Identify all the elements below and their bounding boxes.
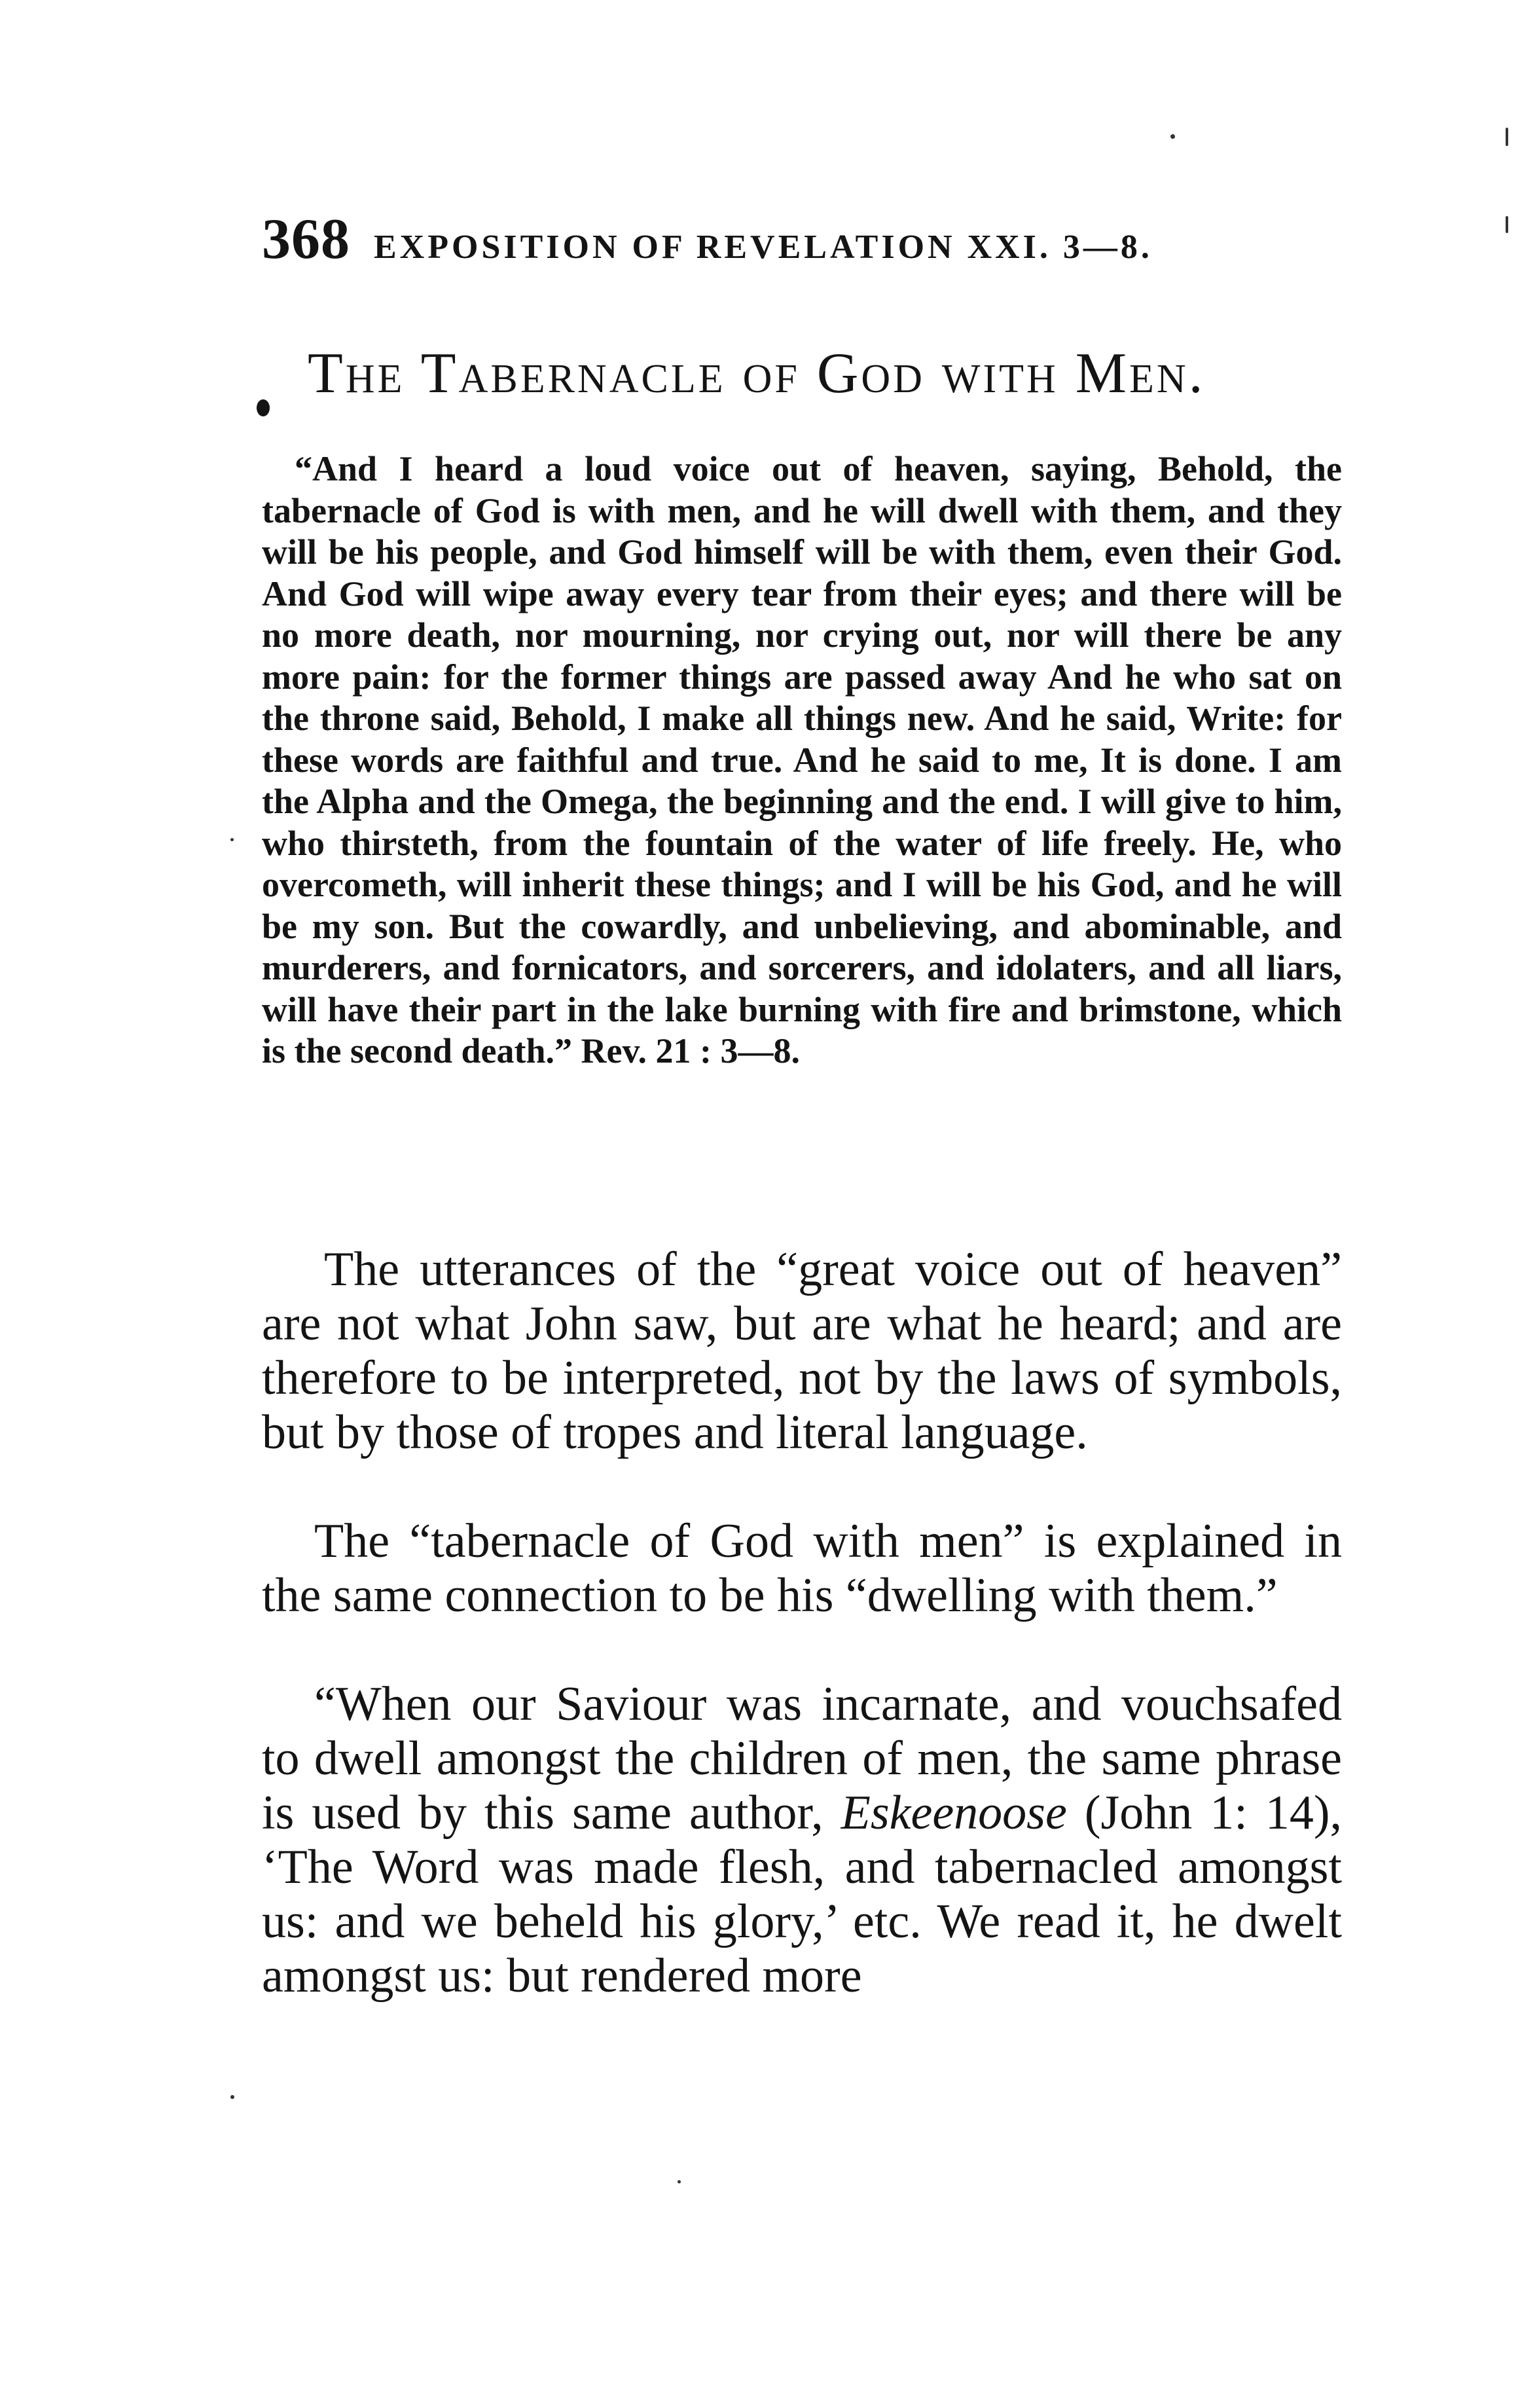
ink-bullet-mark [257,399,270,416]
scan-speck [1506,128,1508,146]
page-header [262,206,1342,278]
scan-speck [1506,216,1508,233]
section-title: The Tabernacle of God with Men. [308,342,1206,405]
scan-speck [678,2180,681,2183]
scan-speck [230,2095,234,2099]
italic-term: Eskeenoose [841,1786,1067,1840]
body-paragraph-1: The utterances of the “great voice out of heaven” are not what John saw, but are what he heard; and are therefore to be interpreted, not by the laws of symbols, but by those of tropes and literal language. [262,1243,1342,1459]
scan-speck [230,838,234,841]
body-paragraph-3: “When our Saviour was incarnate, and vouchsafed to dwell amongst the children of men, the same phrase is used by this same author, Eskeenoose (John 1: 14), ‘The Word was made flesh, and tabernacled amongst us: and we beheld his glory,’ etc. We read it, he dwelt amongst us: but rendered more [262,1677,1342,2003]
page-number: 368 [262,208,350,271]
scripture-quote: “And I heard a loud voice out of heaven, saying, Behold, the tabernacle of God is with men, and he will dwell with them, and they will be his people, and God himself will be with them, even their God. And God will wipe away every tear from their eyes; and there will be no more death, nor mourning, nor crying out, nor will there be any more pain: for the former things are passed away And he who sat on the throne said, Behold, I make all things new. And he said, Write: for these words are faithful and true. And he said to me, It is done. I am the Alpha and the Omega, the beginning and the end. I will give to him, who thirsteth, from the fountain of the water of life freely. He, who overcometh, will inherit these things; and I will be his God, and he will be my son. But the cowardly, and unbelieving, and abominable, and murderers, and fornicators, and sorcerers, and idolaters, and all liars, will have their part in the lake burning with fire and brimstone, which is the second death.” Rev. 21 : 3—8. [262,449,1342,1070]
scan-speck [1170,134,1175,139]
body-paragraph-2: The “tabernacle of God with men” is explained in the same connection to be his “dwelling with them.” [262,1514,1342,1622]
running-head: EXPOSITION OF REVELATION XXI. 3—8. [374,228,1153,266]
